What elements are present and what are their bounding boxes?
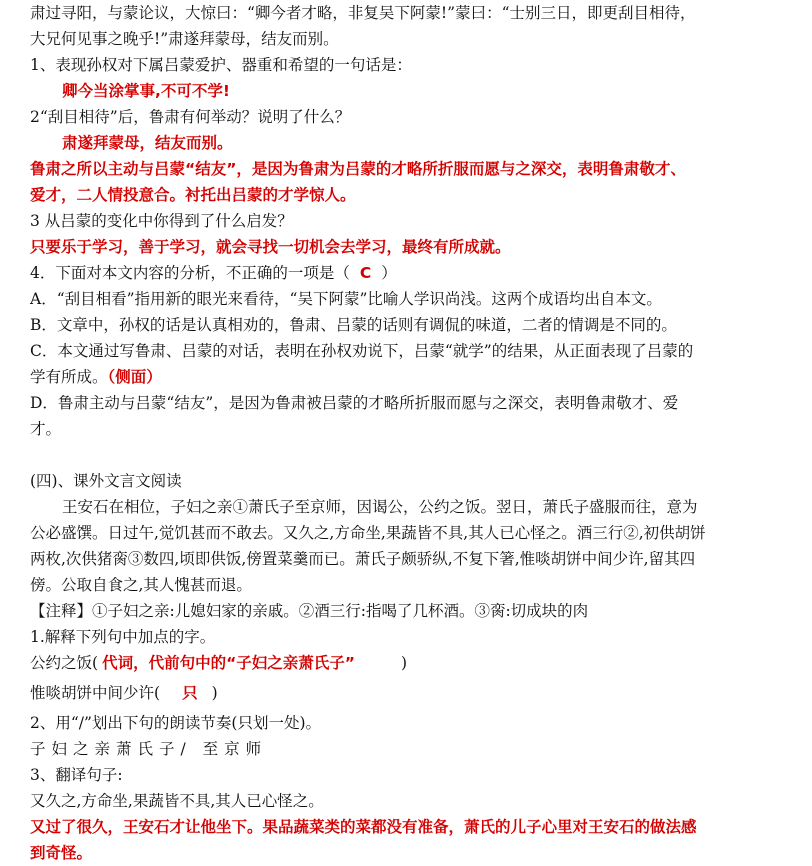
exercise-3-answer: 到奇怪。 [30, 844, 93, 862]
answer-4: C [359, 264, 372, 282]
bracket: ) [400, 654, 408, 672]
annotation-note: 【注释】①子妇之亲:儿媳妇家的亲戚。②酒三行:指喝了几杯酒。③脔:切成块的肉 [30, 602, 589, 620]
question-1: 1、表现孙权对下属吕蒙爱护、器重和希望的一句话是： [30, 56, 412, 74]
answer-1: 卿今当涂掌事,不可不学! [62, 82, 230, 100]
bracket: ) [211, 684, 218, 702]
question-4-text: 4．下面对本文内容的分析，不正确的一项是（ [30, 264, 350, 282]
answer-2: 肃遂拜蒙母，结友而别。 [62, 134, 233, 152]
answer-2-explanation: 爱才，二人情投意合。衬托出吕蒙的才学惊人。 [30, 186, 356, 204]
question-3: 3 从吕蒙的变化中你得到了什么启发？ [30, 212, 293, 230]
exercise-3: 3、翻译句子: [30, 766, 123, 784]
option-d-cont: 才。 [30, 420, 62, 438]
bracket: ） [381, 264, 397, 282]
exercise-1: 1.解释下列句中加点的字。 [30, 628, 216, 646]
text-line: 肃过寻阳，与蒙论议，大惊曰：“卿今者才略，非复吴下阿蒙!”蒙曰：“士别三日，即更刮目相待， [30, 4, 696, 22]
exercise-1b-text: 惟啖胡饼中间少许( [30, 684, 161, 702]
answer-3: 只要乐于学习，善于学习，就会寻找一切机会去学习，最终有所成就。 [30, 238, 511, 256]
exercise-1a [30, 652, 407, 674]
option-d: D．鲁肃主动与吕蒙“结友”，是因为鲁肃被吕蒙的才略所折服而愿与之深交，表明鲁肃敬才、爱 [30, 394, 679, 412]
text-line: 大兄何见事之晚乎!”肃遂拜蒙母，结友而别。 [30, 30, 339, 48]
passage-line: 王安石在相位，子妇之亲①萧氏子至京师，因谒公，公约之饭。翌日，萧氏子盛服而往，意为 [62, 498, 698, 516]
exercise-3-sentence: 又久之,方命坐,果蔬皆不具,其人已心怪之。 [30, 792, 324, 810]
section-heading: (四)、课外文言文阅读 [30, 472, 182, 490]
question-2: 2“刮目相待”后，鲁肃有何举动？说明了什么？ [30, 108, 351, 126]
option-a: A．“刮目相看”指用新的眼光来看待，“吴下阿蒙”比喻人学识尚浅。这两个成语均出自本文。 [30, 290, 662, 308]
exercise-2-sentence: 子妇之亲萧氏子/ 至京师 [30, 740, 268, 758]
answer-2-explanation: 鲁肃之所以主动与吕蒙“结友”，是因为鲁肃为吕蒙的才略所折服而愿与之深交，表明鲁肃敬才、 [30, 160, 686, 178]
option-b: B．文章中，孙权的话是认真相劝的，鲁肃、吕蒙的话则有调侃的味道，二者的情调是不同的。 [30, 316, 677, 334]
exercise-1b-answer: 只 [182, 684, 198, 702]
exercise-1a-answer: 代词，代前句中的“子妇之亲萧氏子” [102, 654, 355, 672]
passage-line: 傍。公取自食之,其人愧甚而退。 [30, 576, 252, 594]
question-4 [30, 262, 397, 284]
passage-line: 两枚,次供猪脔③数四,顷即供饭,傍置菜羹而已。萧氏子颇骄纵,不复下箸,惟啖胡饼中间少许,留其四 [30, 550, 696, 568]
exercise-2: 2、用“/”划出下句的朗读节奏(只划一处)。 [30, 714, 322, 732]
exercise-1b [30, 682, 218, 704]
option-c-note: （侧面） [107, 368, 162, 386]
exercise-3-answer: 又过了很久，王安石才让他坐下。果品蔬菜类的菜都没有准备，萧氏的儿子心里对王安石的做法感 [30, 818, 697, 836]
exercise-1a-text: 公约之饭( [30, 654, 99, 672]
passage-line: 公必盛馔。日过午,觉饥甚而不敢去。又久之,方命坐,果蔬皆不具,其人已心怪之。酒三行②,初供胡饼 [30, 524, 706, 542]
option-c-cont [30, 366, 162, 388]
option-c: C．本文通过写鲁肃、吕蒙的对话，表明在孙权劝说下，吕蒙“就学”的结果，从正面表现了吕蒙的 [30, 342, 694, 360]
option-c-text: 学有所成。 [30, 368, 108, 386]
